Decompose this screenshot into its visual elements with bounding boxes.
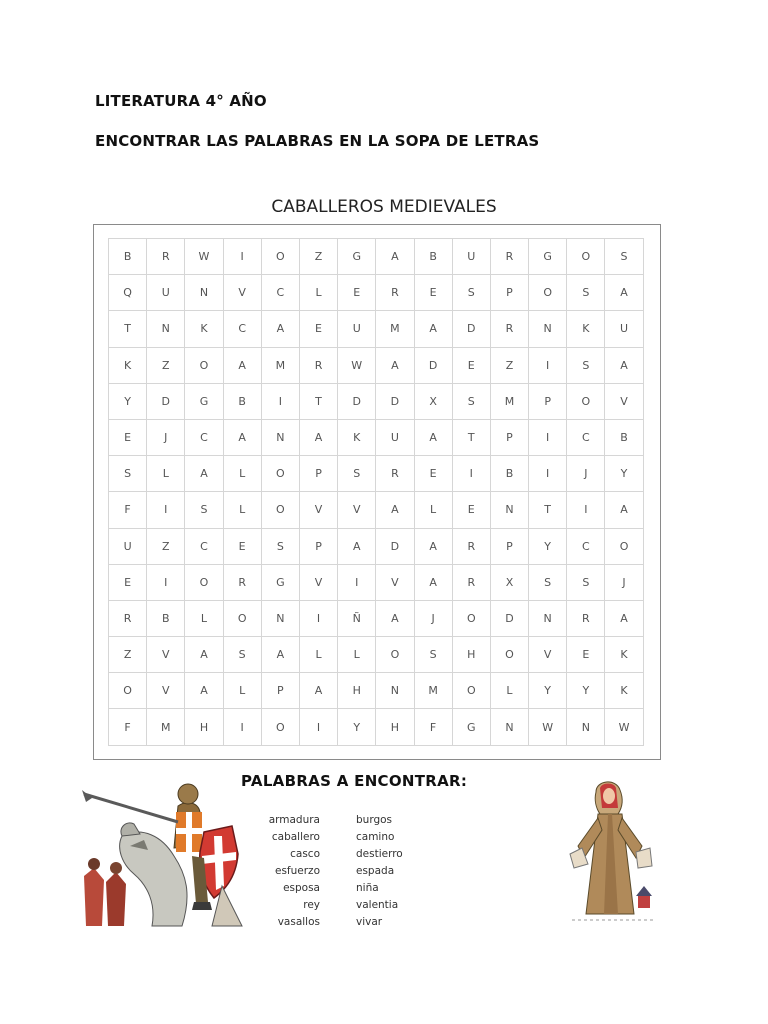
grid-cell: Q	[109, 275, 147, 311]
grid-cell: V	[605, 384, 643, 420]
grid-cell: D	[415, 348, 453, 384]
grid-cell: A	[300, 420, 338, 456]
grid-cell: B	[109, 239, 147, 275]
grid-cell: I	[224, 709, 262, 745]
grid-cell: I	[529, 420, 567, 456]
grid-cell: N	[147, 311, 185, 347]
grid-cell: I	[147, 492, 185, 528]
grid-cell: J	[147, 420, 185, 456]
grid-cell: N	[262, 601, 300, 637]
grid-cell: C	[262, 275, 300, 311]
grid-cell: L	[300, 637, 338, 673]
word-item: valentia	[356, 899, 399, 911]
grid-cell: M	[491, 384, 529, 420]
grid-cell: P	[262, 673, 300, 709]
grid-cell: L	[224, 456, 262, 492]
grid-cell: B	[605, 420, 643, 456]
grid-cell: U	[605, 311, 643, 347]
grid-cell: D	[453, 311, 491, 347]
grid-cell: I	[338, 565, 376, 601]
grid-cell: R	[147, 239, 185, 275]
grid-cell: O	[491, 637, 529, 673]
words-list-title: PALABRAS A ENCONTRAR:	[241, 772, 468, 790]
grid-cell: R	[491, 311, 529, 347]
grid-cell: N	[529, 311, 567, 347]
word-item: espada	[356, 865, 395, 877]
grid-cell: V	[300, 492, 338, 528]
grid-cell: P	[491, 529, 529, 565]
grid-cell: W	[605, 709, 643, 745]
grid-cell: R	[109, 601, 147, 637]
grid-cell: O	[529, 275, 567, 311]
grid-cell: W	[338, 348, 376, 384]
grid-cell: I	[567, 492, 605, 528]
grid-cell: B	[147, 601, 185, 637]
grid-cell: R	[567, 601, 605, 637]
grid-cell: H	[376, 709, 414, 745]
grid-cell: A	[300, 673, 338, 709]
grid-cell: A	[185, 637, 223, 673]
grid-cell: U	[147, 275, 185, 311]
grid-cell: S	[567, 565, 605, 601]
grid-cell: N	[491, 709, 529, 745]
knight-illustration-icon	[82, 776, 250, 932]
grid-cell: L	[491, 673, 529, 709]
grid-cell: Z	[109, 637, 147, 673]
grid-cell: A	[224, 348, 262, 384]
grid-cell: D	[376, 529, 414, 565]
grid-cell: P	[300, 529, 338, 565]
grid-cell: S	[605, 239, 643, 275]
grid-cell: I	[300, 601, 338, 637]
lady-illustration-icon	[562, 774, 664, 934]
grid-cell: A	[415, 311, 453, 347]
grid-cell: Z	[491, 348, 529, 384]
grid-cell: V	[376, 565, 414, 601]
grid-cell: V	[147, 673, 185, 709]
grid-cell: J	[567, 456, 605, 492]
grid-cell: K	[605, 673, 643, 709]
grid-cell: I	[262, 384, 300, 420]
grid-cell: O	[453, 673, 491, 709]
grid-cell: Z	[300, 239, 338, 275]
grid-cell: H	[185, 709, 223, 745]
grid-cell: L	[415, 492, 453, 528]
grid-cell: E	[109, 565, 147, 601]
grid-cell: G	[453, 709, 491, 745]
grid-cell: H	[338, 673, 376, 709]
grid-cell: N	[376, 673, 414, 709]
grid-cell: G	[338, 239, 376, 275]
grid-cell: M	[147, 709, 185, 745]
grid-cell: E	[224, 529, 262, 565]
grid-cell: R	[300, 348, 338, 384]
word-item: burgos	[356, 814, 393, 826]
word-item: esfuerzo	[275, 865, 320, 877]
grid-cell: I	[224, 239, 262, 275]
word-item: vasallos	[277, 916, 320, 928]
grid-cell: D	[376, 384, 414, 420]
grid-cell: D	[338, 384, 376, 420]
grid-cell: R	[453, 565, 491, 601]
grid-cell: O	[567, 239, 605, 275]
grid-cell: O	[376, 637, 414, 673]
grid-cell: E	[453, 492, 491, 528]
grid-cell: I	[529, 456, 567, 492]
grid-cell: C	[185, 529, 223, 565]
grid-cell: A	[415, 529, 453, 565]
puzzle-title: CABALLEROS MEDIEVALES	[271, 197, 497, 217]
grid-cell: A	[605, 492, 643, 528]
grid-cell: L	[185, 601, 223, 637]
grid-cell: S	[109, 456, 147, 492]
grid-cell: A	[376, 601, 414, 637]
word-item: destierro	[356, 848, 403, 860]
grid-cell: O	[567, 384, 605, 420]
grid-cell: B	[224, 384, 262, 420]
grid-cell: B	[491, 456, 529, 492]
grid-cell: C	[567, 420, 605, 456]
grid-cell: L	[224, 673, 262, 709]
grid-cell: I	[529, 348, 567, 384]
grid-cell: F	[415, 709, 453, 745]
word-list-left	[240, 812, 320, 931]
grid-cell: O	[262, 456, 300, 492]
grid-cell: C	[224, 311, 262, 347]
grid-cell: A	[605, 275, 643, 311]
page-heading-course: LITERATURA 4° AÑO	[95, 92, 267, 110]
grid-cell: L	[300, 275, 338, 311]
grid-cell: S	[567, 348, 605, 384]
grid-cell: A	[185, 456, 223, 492]
grid-cell: A	[376, 348, 414, 384]
grid-cell: F	[109, 709, 147, 745]
word-item: armadura	[268, 814, 320, 826]
grid-cell: G	[529, 239, 567, 275]
grid-cell: A	[262, 637, 300, 673]
grid-cell: A	[185, 673, 223, 709]
grid-cell: V	[224, 275, 262, 311]
grid-cell: E	[415, 275, 453, 311]
grid-cell: S	[567, 275, 605, 311]
grid-cell: U	[109, 529, 147, 565]
word-item: camino	[356, 831, 395, 843]
grid-cell: A	[262, 311, 300, 347]
grid-cell: O	[262, 239, 300, 275]
grid-cell: S	[262, 529, 300, 565]
word-item: vivar	[356, 916, 383, 928]
grid-cell: O	[109, 673, 147, 709]
grid-cell: O	[185, 565, 223, 601]
grid-cell: A	[605, 601, 643, 637]
grid-cell: R	[453, 529, 491, 565]
grid-cell: O	[605, 529, 643, 565]
grid-cell: K	[338, 420, 376, 456]
grid-cell: V	[300, 565, 338, 601]
grid-cell: O	[224, 601, 262, 637]
grid-cell: E	[338, 275, 376, 311]
word-item: casco	[290, 848, 320, 860]
grid-cell: R	[376, 456, 414, 492]
grid-cell: L	[224, 492, 262, 528]
grid-cell: N	[529, 601, 567, 637]
grid-cell: A	[224, 420, 262, 456]
grid-cell: O	[185, 348, 223, 384]
grid-cell: G	[185, 384, 223, 420]
grid-cell: P	[491, 420, 529, 456]
grid-cell: S	[185, 492, 223, 528]
grid-cell: Z	[147, 529, 185, 565]
grid-cell: A	[376, 492, 414, 528]
grid-cell: S	[529, 565, 567, 601]
grid-cell: V	[529, 637, 567, 673]
grid-cell: E	[300, 311, 338, 347]
grid-cell: A	[415, 565, 453, 601]
grid-cell: L	[338, 637, 376, 673]
grid-cell: K	[605, 637, 643, 673]
grid-cell: H	[453, 637, 491, 673]
grid-cell: J	[415, 601, 453, 637]
word-item: esposa	[283, 882, 320, 894]
grid-cell: A	[415, 420, 453, 456]
grid-cell: W	[185, 239, 223, 275]
grid-cell: M	[262, 348, 300, 384]
grid-cell: S	[453, 275, 491, 311]
grid-cell: S	[453, 384, 491, 420]
grid-cell: E	[453, 348, 491, 384]
grid-cell: S	[415, 637, 453, 673]
grid-cell: D	[491, 601, 529, 637]
grid-cell: J	[605, 565, 643, 601]
grid-cell: M	[376, 311, 414, 347]
grid-cell: S	[338, 456, 376, 492]
grid-cell: O	[453, 601, 491, 637]
grid-cell: E	[415, 456, 453, 492]
word-item: rey	[303, 899, 320, 911]
grid-cell: S	[224, 637, 262, 673]
grid-cell: A	[338, 529, 376, 565]
grid-cell: O	[262, 709, 300, 745]
grid-cell: X	[415, 384, 453, 420]
grid-cell: R	[376, 275, 414, 311]
grid-cell: N	[262, 420, 300, 456]
grid-cell: U	[376, 420, 414, 456]
grid-cell: C	[567, 529, 605, 565]
grid-cell: T	[109, 311, 147, 347]
grid-cell: Ñ	[338, 601, 376, 637]
grid-cell: A	[376, 239, 414, 275]
grid-cell: E	[567, 637, 605, 673]
grid-cell: Y	[605, 456, 643, 492]
grid-cell: Y	[109, 384, 147, 420]
word-item: caballero	[271, 831, 320, 843]
word-list-right	[356, 812, 456, 931]
grid-cell: T	[453, 420, 491, 456]
grid-cell: F	[109, 492, 147, 528]
grid-cell: K	[109, 348, 147, 384]
grid-cell: I	[300, 709, 338, 745]
grid-cell: P	[529, 384, 567, 420]
grid-cell: A	[605, 348, 643, 384]
grid-cell: T	[300, 384, 338, 420]
grid-cell: Y	[529, 529, 567, 565]
page-heading-instruction: ENCONTRAR LAS PALABRAS EN LA SOPA DE LETRAS	[95, 132, 540, 150]
grid-cell: V	[338, 492, 376, 528]
grid-cell: E	[109, 420, 147, 456]
grid-cell: K	[567, 311, 605, 347]
grid-cell: N	[567, 709, 605, 745]
grid-cell: R	[491, 239, 529, 275]
grid-cell: W	[529, 709, 567, 745]
grid-cell: M	[415, 673, 453, 709]
grid-cell: X	[491, 565, 529, 601]
grid-cell: U	[338, 311, 376, 347]
grid-cell: K	[185, 311, 223, 347]
grid-cell: V	[147, 637, 185, 673]
grid-cell: B	[415, 239, 453, 275]
grid-cell: P	[300, 456, 338, 492]
grid-cell: O	[262, 492, 300, 528]
grid-cell: G	[262, 565, 300, 601]
grid-cell: R	[224, 565, 262, 601]
grid-cell: N	[491, 492, 529, 528]
grid-cell: Y	[529, 673, 567, 709]
grid-cell: P	[491, 275, 529, 311]
grid-cell: L	[147, 456, 185, 492]
grid-cell: Z	[147, 348, 185, 384]
grid-cell: C	[185, 420, 223, 456]
grid-cell: I	[147, 565, 185, 601]
grid-cell: I	[453, 456, 491, 492]
grid-cell: N	[185, 275, 223, 311]
grid-cell: U	[453, 239, 491, 275]
grid-cell: Y	[338, 709, 376, 745]
grid-cell: D	[147, 384, 185, 420]
grid-cell: T	[529, 492, 567, 528]
word-item: niña	[356, 882, 379, 894]
word-search-grid	[108, 238, 644, 746]
grid-cell: Y	[567, 673, 605, 709]
